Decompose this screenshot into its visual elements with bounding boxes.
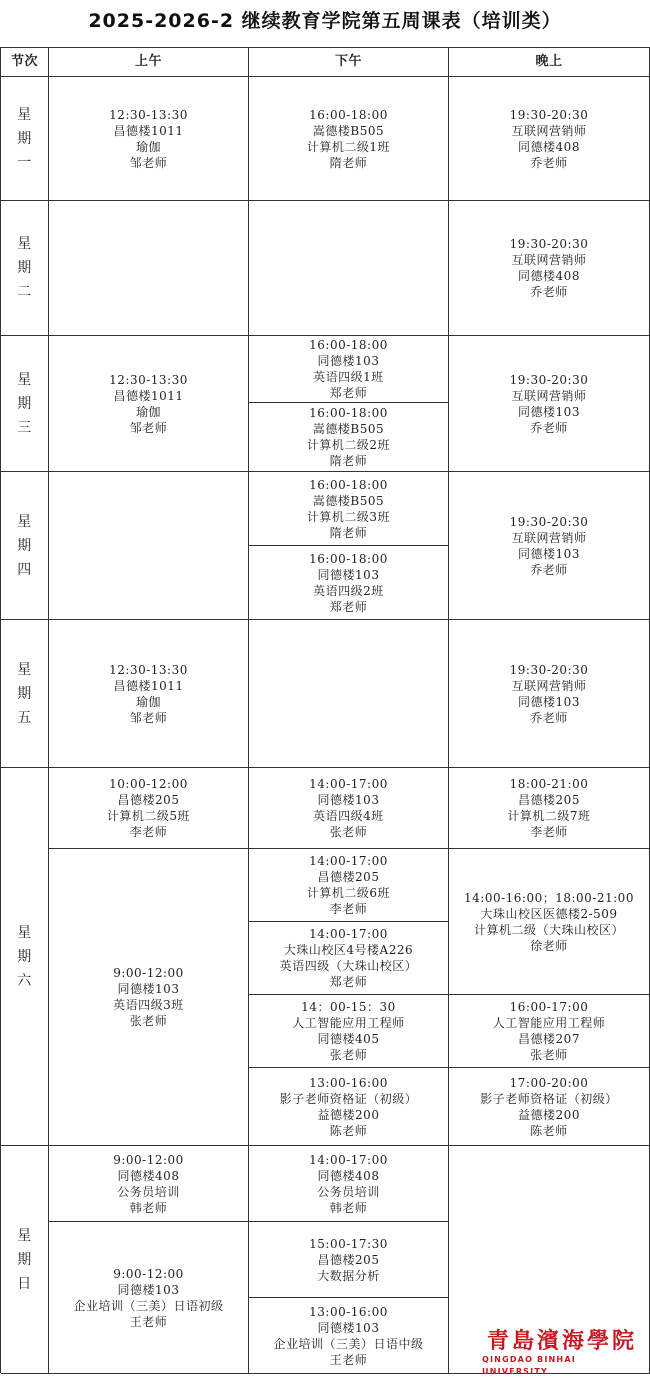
day-char: 星 (17, 106, 32, 123)
class-cell (449, 472, 650, 620)
cell-line: 计算机二级2班 (306, 438, 391, 452)
university-logo (482, 1328, 642, 1376)
cell-line: 同德楼408 (317, 1168, 380, 1183)
cell-line: 同德楼103 (317, 793, 380, 807)
class-cell (449, 768, 650, 849)
cell-line: 同德楼103 (317, 567, 380, 582)
cell-line: 互联网营销师 (511, 678, 587, 693)
split-cell (249, 472, 449, 620)
cell-line: 英语四级2班 (313, 583, 384, 598)
day-char: 星 (17, 924, 32, 941)
day-label-saturday (1, 768, 49, 1146)
cell-line: 计算机二级5班 (106, 809, 191, 823)
cell-line: 益德楼200 (518, 1107, 580, 1122)
cell-line: 同德楼103 (518, 404, 580, 419)
class-cell (249, 995, 449, 1068)
cell-line: 16:00-18:00 (309, 477, 388, 492)
class-cell (49, 620, 249, 768)
header-eve: 晚上 (449, 48, 650, 77)
day-label-tuesday (1, 201, 49, 336)
cell-line: 公务员培训 (117, 1184, 180, 1199)
cell-line: 大珠山校区4号楼A226 (283, 943, 414, 957)
cell-line: 昌德楼1011 (113, 388, 184, 403)
day-char: 二 (17, 284, 32, 300)
cell-line: 昌德楼205 (317, 870, 380, 884)
cell-line: 人工智能应用工程师 (292, 1016, 405, 1030)
cell-line: 19:30-20:30 (509, 107, 589, 122)
day-label-friday (1, 620, 49, 768)
cell-line: 影子老师资格证（初级） (279, 1091, 418, 1106)
class-cell (449, 77, 650, 201)
class-cell (249, 1298, 449, 1374)
cell-line: 16:00-18:00 (309, 551, 388, 566)
cell-line: 乔老师 (530, 155, 568, 170)
cell-line: 13:00-16:00 (309, 1075, 388, 1090)
cell-line: 王老师 (129, 1314, 168, 1329)
page-title: 2025-2026-2 继续教育学院第五周课表（培训类） (88, 10, 562, 32)
class-cell (249, 546, 449, 620)
cell-line: 人工智能应用工程师 (492, 1016, 606, 1030)
day-char: 五 (17, 709, 32, 726)
day-char: 六 (17, 972, 32, 989)
cell-line: 9:00-12:00 (113, 1266, 184, 1281)
split-cell (249, 336, 449, 472)
cell-line: 12:30-13:30 (109, 662, 188, 677)
day-char: 期 (17, 395, 32, 412)
cell-line: 14:00-17:00 (309, 1152, 388, 1167)
class-cell (49, 849, 249, 1146)
class-cell (449, 995, 650, 1068)
cell-line: 陈老师 (329, 1123, 368, 1138)
cell-line: 9:00-12:00 (113, 966, 184, 980)
day-char: 期 (17, 130, 32, 147)
class-cell (449, 336, 650, 472)
cell-line: 韩老师 (129, 1200, 168, 1215)
cell-line: 张老师 (129, 1014, 168, 1028)
schedule-table (0, 47, 650, 1373)
cell-line: 企业培训（三美）日语初级 (73, 1298, 224, 1313)
cell-line: 隋老师 (329, 525, 368, 540)
cell-line: 昌德楼205 (117, 793, 180, 807)
class-cell (249, 768, 449, 849)
day-char: 期 (17, 1251, 32, 1268)
cell-line: 同德楼408 (518, 139, 580, 154)
class-cell (249, 403, 449, 472)
day-label-sunday (1, 1146, 49, 1374)
cell-line: 陈老师 (530, 1123, 568, 1138)
class-cell (49, 1222, 249, 1374)
class-cell (449, 620, 650, 768)
day-label-thursday (1, 472, 49, 620)
cell-line: 公务员培训 (317, 1184, 380, 1199)
class-cell (449, 1068, 650, 1146)
logo-chinese: 青島濱海學院 (486, 1328, 637, 1354)
cell-line: 昌德楼205 (317, 1252, 380, 1267)
empty-cell (49, 201, 249, 336)
cell-line: 18:00-21:00 (509, 777, 589, 791)
class-cell (49, 768, 249, 849)
day-char: 期 (17, 948, 32, 965)
cell-line: 19:30-20:30 (509, 514, 589, 529)
cell-line: 乔老师 (530, 285, 568, 299)
cell-line: 互联网营销师 (511, 253, 587, 267)
day-char: 期 (17, 537, 32, 554)
cell-line: 同德楼103 (117, 1282, 180, 1297)
day-char: 日 (17, 1275, 32, 1292)
day-char: 期 (17, 685, 32, 702)
cell-line: 19:30-20:30 (509, 237, 589, 251)
cell-line: 英语四级4班 (313, 809, 384, 823)
cell-line: 9:00-12:00 (113, 1152, 184, 1167)
header-am: 上午 (49, 48, 249, 77)
day-label-wednesday (1, 336, 49, 472)
cell-line: 同德楼405 (317, 1032, 380, 1046)
class-cell (249, 472, 449, 546)
header-jieci: 节次 (1, 48, 49, 77)
cell-line: 昌德楼207 (518, 1032, 580, 1046)
cell-line: 同德楼103 (317, 1320, 380, 1335)
cell-line: 隋老师 (329, 155, 368, 170)
cell-line: 张老师 (329, 1048, 368, 1062)
cell-line: 14:00-17:00 (309, 927, 388, 941)
cell-line: 互联网营销师 (511, 123, 587, 138)
day-char: 星 (17, 513, 32, 530)
class-cell (249, 849, 449, 922)
cell-line: 张老师 (329, 825, 368, 839)
cell-line: 16:00-18:00 (309, 338, 388, 352)
cell-line: 计算机二级6班 (306, 886, 391, 900)
cell-line: 计算机二级3班 (306, 509, 391, 524)
cell-line: 计算机二级（大珠山校区） (473, 922, 624, 937)
empty-cell (49, 472, 249, 620)
cell-line: 14:00-17:00 (309, 777, 388, 791)
empty-cell (249, 620, 449, 768)
cell-line: 14:00-17:00 (309, 854, 388, 868)
cell-line: 大珠山校区医德楼2-509 (480, 906, 618, 921)
cell-line: 英语四级3班 (113, 998, 184, 1012)
cell-line: 王老师 (329, 1352, 368, 1367)
class-cell (249, 1146, 449, 1222)
class-cell (449, 201, 650, 336)
cell-line: 同德楼408 (518, 269, 580, 283)
class-cell (249, 1068, 449, 1146)
cell-line: 16:00-18:00 (309, 406, 388, 420)
class-cell (49, 77, 249, 201)
logo-english: QINGDAO BINHAI UNIVERSITY (482, 1355, 576, 1376)
cell-line: 计算机二级1班 (306, 139, 391, 154)
class-cell (249, 77, 449, 201)
cell-line: 12:30-13:30 (109, 107, 188, 122)
cell-line: 英语四级（大珠山校区） (279, 959, 418, 973)
day-char: 三 (17, 419, 32, 436)
cell-line: 同德楼103 (518, 546, 580, 561)
cell-line: 徐老师 (530, 938, 568, 953)
cell-line: 16:00-18:00 (309, 107, 388, 122)
cell-line: 企业培训（三美）日语中级 (273, 1336, 424, 1351)
cell-line: 李老师 (530, 825, 568, 839)
class-cell (49, 1146, 249, 1222)
cell-line: 16:00-17:00 (509, 1000, 589, 1014)
cell-line: 郑老师 (329, 599, 368, 614)
cell-line: 嵩德楼B505 (312, 493, 385, 508)
cell-line: 嵩德楼B505 (312, 123, 385, 138)
day-char: 一 (17, 154, 32, 171)
cell-line: 互联网营销师 (511, 388, 587, 403)
cell-line: 李老师 (329, 902, 368, 916)
cell-line: 乔老师 (530, 710, 568, 725)
cell-line: 19:30-20:30 (509, 372, 589, 387)
day-char: 星 (17, 236, 32, 252)
header-pm: 下午 (249, 48, 449, 77)
cell-line: 嵩德楼B505 (312, 422, 385, 436)
cell-line: 邹老师 (129, 420, 168, 435)
class-cell (249, 922, 449, 995)
class-cell (249, 1222, 449, 1298)
cell-line: 英语四级1班 (313, 370, 384, 384)
cell-line: 昌德楼1011 (113, 123, 184, 138)
cell-line: 同德楼103 (317, 354, 380, 368)
cell-line: 张老师 (530, 1048, 568, 1062)
cell-line: 瑜伽 (135, 404, 161, 419)
cell-line: 瑜伽 (135, 694, 161, 709)
cell-line: 同德楼103 (518, 694, 580, 709)
cell-line: 郑老师 (329, 386, 368, 400)
cell-line: 17:00-20:00 (509, 1075, 589, 1090)
day-char: 星 (17, 1227, 32, 1244)
cell-line: 李老师 (129, 825, 168, 839)
cell-line: 大数据分析 (317, 1268, 380, 1283)
cell-line: 昌德楼205 (518, 793, 580, 807)
cell-line: 益德楼200 (317, 1107, 380, 1122)
cell-line: 郑老师 (329, 975, 368, 989)
cell-line: 韩老师 (329, 1200, 368, 1215)
cell-line: 乔老师 (530, 420, 568, 435)
cell-line: 计算机二级7班 (507, 809, 591, 823)
class-cell (49, 336, 249, 472)
cell-line: 12:30-13:30 (109, 372, 188, 387)
cell-line: 邹老师 (129, 155, 168, 170)
cell-line: 瑜伽 (135, 139, 161, 154)
cell-line: 19:30-20:30 (509, 662, 589, 677)
cell-line: 10:00-12:00 (109, 777, 188, 791)
cell-line: 影子老师资格证（初级） (480, 1091, 618, 1106)
day-char: 星 (17, 371, 32, 388)
day-char: 期 (17, 260, 32, 276)
cell-line: 同德楼103 (117, 982, 180, 996)
day-label-monday (1, 77, 49, 201)
day-char: 四 (17, 561, 32, 578)
day-char: 星 (17, 661, 32, 678)
cell-line: 邹老师 (129, 710, 168, 725)
cell-line: 互联网营销师 (511, 530, 587, 545)
cell-line: 14：00-15：30 (301, 1000, 396, 1014)
cell-line: 隋老师 (329, 454, 368, 468)
empty-cell (249, 201, 449, 336)
cell-line: 昌德楼1011 (113, 678, 184, 693)
cell-line: 13:00-16:00 (309, 1304, 388, 1319)
class-cell (249, 336, 449, 403)
cell-line: 15:00-17:30 (309, 1236, 388, 1251)
cell-line: 14:00-16:00；18:00-21:00 (464, 890, 634, 905)
class-cell (449, 849, 650, 995)
cell-line: 同德楼408 (117, 1168, 180, 1183)
cell-line: 乔老师 (530, 562, 568, 577)
